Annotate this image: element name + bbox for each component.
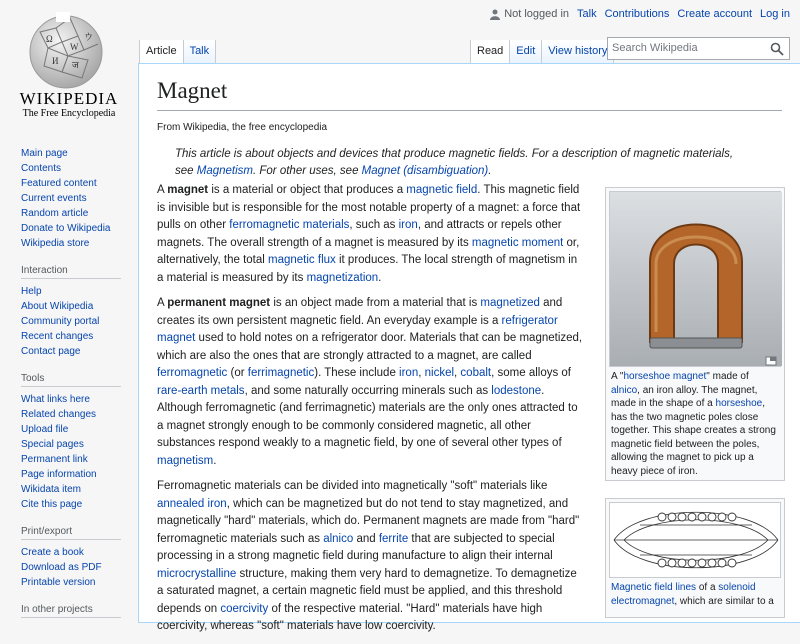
article-link[interactable]: lodestone bbox=[491, 384, 542, 397]
login-link[interactable]: Log in bbox=[760, 8, 790, 20]
sidebar-link-main-page[interactable]: Main page bbox=[21, 148, 68, 159]
svg-text:W: W bbox=[70, 42, 79, 52]
sidebar-item bbox=[21, 146, 138, 161]
site-sub: From Wikipedia, the free encyclopedia bbox=[157, 122, 328, 133]
text-run: " made of bbox=[706, 371, 749, 382]
text-run: , bbox=[454, 367, 461, 379]
sidebar-link-wikidata-item[interactable]: Wikidata item bbox=[21, 484, 82, 495]
text-run: and creates its own persistent magnetic field. An everyday example is a bbox=[157, 297, 563, 327]
svg-text:И: И bbox=[52, 56, 59, 66]
caption-solenoid bbox=[609, 578, 781, 611]
sidebar-item bbox=[21, 392, 138, 407]
sidebar-item bbox=[21, 314, 138, 329]
sidebar-item bbox=[21, 191, 138, 206]
text-run: , an iron alloy. The magnet, made in the shape of a bbox=[611, 384, 758, 409]
article-link[interactable]: iron bbox=[398, 219, 418, 231]
sidebar-link-download-as-pdf[interactable]: Download as PDF bbox=[21, 562, 102, 573]
text-run: , has the two magnetic poles close together. This shape creates a strong magnetic field between the poles, allowing the magnet to pick up a heavy piece of iron. bbox=[611, 398, 776, 477]
sidebar-item bbox=[21, 161, 138, 176]
sidebar-item bbox=[21, 497, 138, 512]
article-link[interactable]: cobalt bbox=[460, 367, 492, 379]
text-run: of the respective material. "Hard" materials have high coercivity, whereas "soft" materials have low coercivity. bbox=[157, 602, 543, 632]
sidebar-heading-print: Print/export bbox=[21, 526, 121, 540]
sidebar-link-page-information[interactable]: Page information bbox=[21, 469, 97, 480]
text-run: it produces. The local strength of magnetism in a material is measured by its bbox=[157, 254, 578, 284]
sidebar-item bbox=[21, 344, 138, 359]
bold-term: permanent magnet bbox=[167, 297, 271, 309]
sidebar-link-what-links-here[interactable]: What links here bbox=[21, 394, 90, 405]
article-link[interactable]: magnetization bbox=[306, 271, 379, 284]
sidebar-item bbox=[21, 422, 138, 437]
sidebar-item bbox=[21, 575, 138, 590]
svg-text:Ω: Ω bbox=[46, 34, 53, 44]
search-icon[interactable] bbox=[770, 42, 784, 56]
sidebar-link-contact-page[interactable]: Contact page bbox=[21, 346, 81, 357]
sidebar-link-special-pages[interactable]: Special pages bbox=[21, 439, 84, 450]
text-run: , which can be magnetized but do not tend to stay magnetized, and magnetically "hard" materials, which do. Permanent magnets are made from "hard" ferromagnetic materials such as bbox=[157, 497, 580, 545]
sidebar-tools bbox=[0, 373, 138, 512]
personal-tools bbox=[490, 8, 790, 20]
page-title: Magnet bbox=[157, 78, 782, 111]
globe-icon bbox=[26, 10, 106, 90]
thumbnail-solenoid bbox=[605, 498, 785, 618]
sidebar-heading-tools: Tools bbox=[21, 373, 121, 387]
sidebar-heading-interaction: Interaction bbox=[21, 265, 121, 279]
sidebar-item bbox=[21, 299, 138, 314]
text-run: is an object made from a material that is bbox=[270, 297, 481, 309]
text-run: ). These include bbox=[314, 367, 400, 379]
text-run: A bbox=[157, 297, 168, 309]
text-run: used to hold notes on a refrigerator door. Materials that can be magnetized, which are also the ones that are strongly attracted to a magnet, are called bbox=[157, 332, 583, 362]
article-link[interactable]: ferromagnetic materials bbox=[229, 219, 350, 231]
sidebar-link-wikipedia-store[interactable]: Wikipedia store bbox=[21, 238, 90, 249]
article-content bbox=[138, 63, 800, 632]
article-link[interactable]: alnico bbox=[323, 532, 354, 545]
wikipedia-logo[interactable] bbox=[0, 0, 138, 140]
not-logged-in bbox=[490, 8, 569, 20]
namespace-tabs bbox=[139, 40, 216, 63]
paragraph-2 bbox=[157, 295, 585, 470]
sidebar-link-help[interactable]: Help bbox=[21, 286, 42, 297]
text-run: Ferromagnetic materials can be divided into magnetically "soft" materials like bbox=[157, 480, 548, 492]
view-tabs bbox=[470, 40, 614, 63]
tab-edit[interactable]: Edit bbox=[509, 40, 541, 63]
sidebar bbox=[0, 140, 138, 632]
text-run: . bbox=[378, 271, 382, 284]
text-run: that are subjected to special processing in a strong magnetic field during manufacture to align their internal bbox=[157, 532, 555, 562]
text-run: of a bbox=[696, 582, 719, 593]
sidebar-item bbox=[21, 452, 138, 467]
tab-view-history[interactable]: View history bbox=[541, 40, 614, 63]
user-icon bbox=[490, 9, 500, 20]
text-run: or, alternatively, the total bbox=[157, 236, 580, 266]
paragraph-1 bbox=[157, 182, 585, 287]
tab-read[interactable]: Read bbox=[470, 40, 509, 63]
article-link[interactable]: ferrite bbox=[378, 532, 409, 545]
sidebar-item bbox=[21, 482, 138, 497]
hatnote-text: . For other uses, see bbox=[253, 165, 362, 177]
text-run: , and attracts or repels other magnets. The overall strength of a magnet is measured by its bbox=[157, 219, 562, 249]
sidebar-link-contents[interactable]: Contents bbox=[21, 163, 62, 174]
article-body bbox=[157, 182, 585, 644]
text-run: , some alloys of bbox=[491, 367, 572, 379]
sidebar-item bbox=[21, 221, 138, 236]
text-run: and bbox=[353, 532, 379, 545]
sidebar-other-projects bbox=[0, 604, 138, 618]
talk-link[interactable]: Talk bbox=[577, 8, 597, 20]
sidebar-item bbox=[21, 437, 138, 452]
sidebar-interaction bbox=[0, 265, 138, 359]
create-account-link[interactable]: Create account bbox=[677, 8, 753, 20]
text-run: , such as bbox=[349, 219, 399, 231]
text-run: , which are similar to a bbox=[674, 595, 774, 607]
article-link[interactable]: nickel bbox=[424, 367, 455, 379]
bold-term: magnet bbox=[167, 184, 209, 196]
svg-text:ज: ज bbox=[72, 60, 79, 70]
article-link[interactable]: microcrystalline bbox=[157, 567, 237, 580]
sidebar-link-permanent-link[interactable]: Permanent link bbox=[21, 454, 88, 465]
article-link[interactable]: annealed iron bbox=[157, 497, 227, 510]
hatnote-text: . bbox=[488, 165, 492, 177]
article-link[interactable]: ferromagnetic bbox=[157, 367, 228, 379]
sidebar-link-upload-file[interactable]: Upload file bbox=[21, 424, 69, 435]
sidebar-item bbox=[21, 560, 138, 575]
article-link[interactable]: coercivity bbox=[220, 602, 269, 615]
article-link[interactable]: solenoid electromagnet bbox=[611, 582, 756, 607]
enlarge-icon[interactable] bbox=[765, 356, 777, 366]
hatnote-text: This article is about objects and devices that produce magnetic fields. For a description of magnetic materials, see bbox=[175, 148, 734, 177]
sidebar-link-printable-version[interactable]: Printable version bbox=[21, 577, 96, 588]
hatnote bbox=[175, 146, 735, 180]
disambiguation-link[interactable]: Magnet (disambiguation) bbox=[361, 165, 489, 177]
contributions-link[interactable]: Contributions bbox=[604, 8, 670, 20]
sidebar-item bbox=[21, 236, 138, 251]
article-link[interactable]: magnetic field bbox=[406, 184, 478, 196]
text-run: . Although ferromagnetic (and ferrimagnetic) materials are the only ones attracted to a magnet strongly enough to be commonly considered magnetic, all other substances respond weakly to a magnetic field, by one of several other types of bbox=[157, 384, 578, 449]
sidebar-item bbox=[21, 329, 138, 344]
thumbnail-horseshoe bbox=[605, 187, 785, 481]
wordmark: WIKIPEDIA bbox=[19, 89, 119, 108]
paragraph-3 bbox=[157, 478, 585, 636]
sidebar-heading-other: In other projects bbox=[21, 604, 121, 618]
logo-tagline: The Free Encyclopedia bbox=[22, 108, 116, 119]
magnetism-link[interactable]: Magnetism bbox=[196, 165, 253, 177]
text-run: is a material or object that produces a bbox=[208, 184, 407, 196]
text-run: A bbox=[157, 184, 168, 196]
sidebar-item bbox=[21, 176, 138, 191]
horseshoe-magnet-image[interactable] bbox=[609, 191, 781, 367]
sidebar-navigation bbox=[0, 140, 138, 251]
sidebar-item bbox=[21, 545, 138, 560]
sidebar-link-community-portal[interactable]: Community portal bbox=[21, 316, 100, 327]
text-run: . bbox=[213, 454, 217, 467]
sidebar-link-random-article[interactable]: Random article bbox=[21, 208, 89, 219]
tab-talk[interactable]: Talk bbox=[183, 40, 217, 63]
sidebar-link-recent-changes[interactable]: Recent changes bbox=[21, 331, 94, 342]
article-link[interactable]: ferrimagnetic bbox=[247, 367, 315, 379]
sidebar-link-related-changes[interactable]: Related changes bbox=[21, 409, 97, 420]
caption-horseshoe bbox=[609, 367, 781, 481]
sidebar-link-donate-to-wikipedia[interactable]: Donate to Wikipedia bbox=[21, 223, 111, 234]
text-run: structure, making them very hard to demagnetize. To demagnetize a saturated magnet, a certain magnetic field must be applied, and this threshold depends on bbox=[157, 567, 577, 615]
sidebar-link-current-events[interactable]: Current events bbox=[21, 193, 87, 204]
sidebar-print bbox=[0, 526, 138, 590]
text-run: . This magnetic field is invisible but is responsible for the most notable property of a magnet: a force that pulls on other bbox=[157, 184, 581, 231]
text-run: A " bbox=[611, 371, 624, 382]
sidebar-item bbox=[21, 467, 138, 482]
sidebar-link-cite-this-page[interactable]: Cite this page bbox=[21, 499, 83, 510]
svg-text:ウ: ウ bbox=[84, 32, 94, 42]
sidebar-item bbox=[21, 284, 138, 299]
article-link[interactable]: horseshoe magnet bbox=[623, 371, 707, 382]
article-link[interactable]: Magnetic field lines bbox=[611, 582, 697, 593]
article-link[interactable]: magnetism bbox=[157, 454, 214, 467]
article-link[interactable]: alnico bbox=[611, 384, 638, 396]
text-run: , and some naturally occurring minerals such as bbox=[244, 384, 492, 397]
sidebar-item bbox=[21, 407, 138, 422]
article-link[interactable]: magnetized bbox=[480, 297, 540, 309]
sidebar-link-featured-content[interactable]: Featured content bbox=[21, 178, 97, 189]
text-run: , bbox=[418, 367, 425, 379]
article-link[interactable]: horseshoe bbox=[715, 398, 763, 409]
article-link[interactable]: rare-earth metals bbox=[157, 384, 245, 397]
not-logged-in-label: Not logged in bbox=[504, 8, 570, 20]
sidebar-link-about-wikipedia[interactable]: About Wikipedia bbox=[21, 301, 94, 312]
text-run: (or bbox=[227, 367, 248, 379]
search-input[interactable]: Search Wikipedia bbox=[607, 37, 790, 60]
tab-article[interactable]: Article bbox=[139, 40, 183, 63]
article-link[interactable]: iron bbox=[399, 367, 419, 379]
article-link[interactable]: magnetic moment bbox=[471, 236, 564, 249]
sidebar-link-create-a-book[interactable]: Create a book bbox=[21, 547, 84, 558]
article-link[interactable]: refrigerator magnet bbox=[157, 314, 558, 344]
article-link[interactable]: magnetic flux bbox=[268, 254, 336, 266]
sidebar-item bbox=[21, 206, 138, 221]
solenoid-field-image[interactable] bbox=[609, 502, 781, 578]
